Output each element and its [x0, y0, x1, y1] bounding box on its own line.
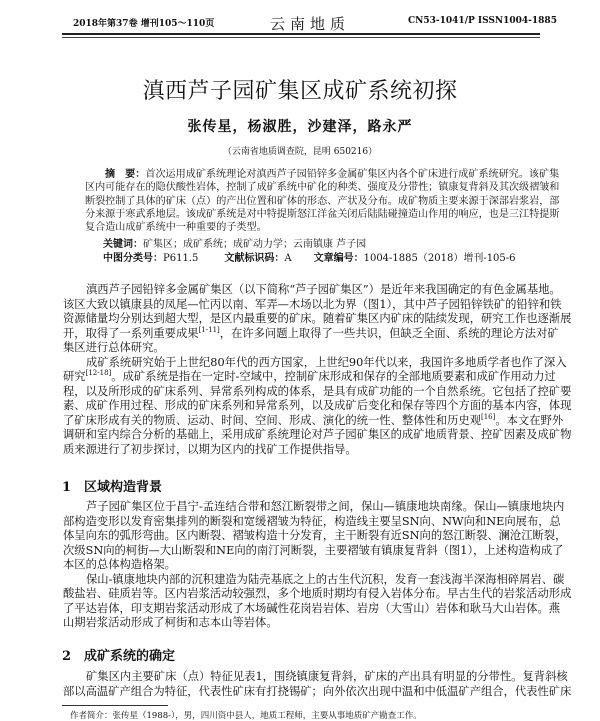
text-segment: 滇西芦子园铅锌多金属矿集区（以下简称“芦子园矿集区”）是近年来我国确定的有色金属基地。	[86, 283, 561, 296]
abstract-label: 摘 要：	[105, 169, 146, 180]
body-text-line	[63, 529, 567, 543]
text-segment: 本区的总体构造格架。	[63, 558, 176, 571]
body-text-line	[63, 355, 567, 370]
citation-reference: [1-11]	[198, 325, 220, 334]
article-no-label: 文章编号：	[313, 253, 364, 264]
body-text-line	[63, 283, 561, 297]
section-heading	[62, 645, 175, 664]
text-segment: 资源储量均分别达到超大型，是区内最重要的矿床。随着矿集区内矿床的陆续发现，研究工作也逐渐展	[63, 312, 572, 325]
body-text-line	[63, 601, 561, 616]
article-title: 滇西芦子园矿集区成矿系统初探	[142, 79, 458, 104]
body-text-line	[63, 587, 572, 601]
text-segment: 质来源进行了初步探讨，以期为区内的找矿工作提供指导。	[63, 442, 357, 456]
body-text-line	[63, 558, 540, 572]
body-text-line	[63, 572, 565, 587]
classification-line	[103, 252, 516, 265]
body-text-line	[63, 543, 564, 558]
abstract-line: 分来源于寒武系地层。该成矿系统是对中特提斯怒江洋盆关闭后陆陆碰撞造山作用的响应，也是三江特提斯	[85, 209, 560, 220]
text-segment: 山期岩浆活动形成了柯街和志本山等岩体。	[63, 616, 278, 629]
body-text-line	[63, 384, 572, 399]
keywords	[103, 238, 366, 251]
body-text-line	[63, 312, 572, 326]
citation-reference: [12-18]	[85, 369, 112, 378]
author-affiliation: （云南省地质调查院，昆明 650216）	[222, 147, 378, 157]
text-segment: 部以高温矿产组合为特征，代表性矿床有打挠锡矿；向外依次出现中温和中低温矿产组合，代表性矿床	[63, 684, 572, 698]
keywords-text: 矿集区；成矿系统；成矿动力学；云南镇康 芦子园	[143, 239, 367, 250]
abstract-text: 首次运用成矿系统理论对滇西芦子园铅锌多金属矿集区内各个矿床进行成矿系统研究。该矿集	[145, 169, 560, 180]
footnote-rule	[62, 705, 168, 706]
text-segment: 。本文在野外	[495, 413, 564, 427]
text-segment: 矿集区内主要矿床（点）特征见表1，围绕镇康复背斜，矿床的产出具有明显的分带性。复背斜核	[86, 670, 568, 683]
section-title: 成矿系统的确定	[84, 649, 176, 664]
text-segment: 。成矿系统是指在一定时-空域中，控制矿床形成和保存的全部地质要素和成矿作用动力过	[111, 370, 556, 383]
article-no-value: 1004-1885（2018）增刊-105-6	[363, 253, 516, 264]
doc-code-label: 文献标识码：	[224, 253, 285, 264]
body-text-line	[63, 369, 556, 384]
text-segment: 调研和室内综合分析的基础上，采用成矿系统理论对芦子园矿集区的成矿地质背景、控矿因素及成矿物	[63, 428, 572, 441]
journal-name: 云南地质	[270, 15, 351, 33]
body-text-line	[63, 670, 568, 684]
body-text-line	[63, 428, 572, 442]
body-text-line	[63, 443, 540, 457]
clc-label: 中图分类号：	[103, 253, 163, 264]
text-segment: 素、成矿作用过程、形成的矿床系列和异常系列，以及成矿后变化和保存等四个方面的基本内容，体现	[63, 399, 572, 412]
body-text-line	[63, 325, 559, 341]
body-text-line	[63, 412, 564, 428]
text-segment: 体呈向东的弧形弯曲。区内断裂、褶皱构造十分发育，主干断裂有近SN向的怒江断裂、澜沧江断裂，	[63, 529, 567, 542]
text-segment: 部构造变形以发育密集排列的断裂和宽缓褶皱为特征，构造线主要呈SN向、NW向和NE向展布，总	[63, 514, 561, 528]
body-text-line	[63, 341, 540, 355]
text-segment: 保山-镇康地块内部的沉积建造为陆壳基底之上的古生代沉积，发育一套浅海半深海相碎屑岩、碳	[86, 572, 565, 586]
doc-code-value: A	[284, 253, 292, 264]
section-title: 区域构造背景	[84, 480, 163, 495]
text-segment: 研究	[63, 370, 86, 383]
article-authors: 张传星，杨淑胜，沙建泽，路永严	[187, 119, 413, 135]
text-segment: 芦子园矿集区位于昌宁-孟连结合带和怒江断裂带之间，保山—镇康地块南缘。保山—镇康地块内	[86, 500, 565, 513]
header-rule-thin	[62, 37, 540, 38]
abstract-line: 复合造山成矿系统中一种重要的子类型。	[85, 222, 267, 233]
text-segment: 开，取得了一系列重要成果	[63, 326, 199, 340]
citation-reference: [16]	[481, 412, 496, 421]
text-segment: 酸盐岩、硅质岩等。区内岩浆活动较强烈，多个地质时期均有侵入岩体分布。早古生代的岩浆活动形成	[63, 587, 572, 600]
abstract-line	[85, 168, 560, 181]
journal-codes: CN53-1041/P ISSN1004-1885	[408, 16, 557, 26]
body-text-line	[63, 399, 572, 413]
body-text-line	[63, 297, 562, 312]
abstract-line: 区内可能存在的隐伏酸性岩体，控制了成矿系统中矿化的种类、强度及分带性；镇康复背斜及其次级褶皱和	[85, 182, 560, 193]
abstract-line: 断裂控制了具体的矿床（点）的产出位置和矿体的形态、产状及分布。成矿物质主要来源于深部岩浆岩，部	[85, 196, 560, 207]
section-heading	[62, 476, 162, 495]
text-segment: 集区进行总体研究。	[63, 341, 165, 354]
text-segment: ，在许多问题上取得了一些共识，但缺乏全面、系统的理论方法对矿	[219, 326, 559, 340]
text-segment: 次级SN向的柯街—大山断裂和NE向的南汀河断裂，主要褶皱有镇康复背斜（图1），上述构造构成了	[63, 543, 564, 557]
author-footnote: 作者简介：张传星（1988-），男，四川资中县人，地质工程师，主要从事地质矿产勘查工作。	[70, 711, 422, 721]
text-segment: 成矿系统研究始于上世纪80年代的西方国家，上世纪90年代以来，我国许多地质学者也作了深入	[86, 355, 567, 369]
section-number: 1	[62, 480, 72, 495]
body-text-line	[63, 616, 540, 630]
body-text-line	[63, 514, 561, 529]
text-segment: 了矿床形成有关的物质、运动、时间、空间、形成、演化的统一性、整体性和历史观	[63, 413, 481, 427]
section-number: 2	[62, 649, 72, 664]
body-text-line	[63, 684, 572, 699]
text-segment: 了平达岩体，印支期岩浆活动形成了木场碱性花岗岩岩体、岩房（大雪山）岩体和耿马大山岩体。燕	[63, 601, 561, 615]
text-segment: 程，以及所形成的矿床系列、异常系列构成的体系，是具有成矿功能的一个自然系统。它包括了控矿要	[63, 384, 572, 398]
clc-value: P611.5	[163, 253, 199, 264]
journal-issue-info: 2018年第37卷 增刊105～110页	[73, 19, 215, 29]
header-rule	[62, 33, 540, 35]
keywords-label: 关键词：	[103, 239, 143, 250]
body-text-line	[63, 500, 565, 514]
text-segment: 该区大致以镇康县的凤尾—忙丙以南、军弄—木场以北为界（图1），其中芦子园铅锌铁矿的铅锌和铁	[63, 297, 562, 311]
